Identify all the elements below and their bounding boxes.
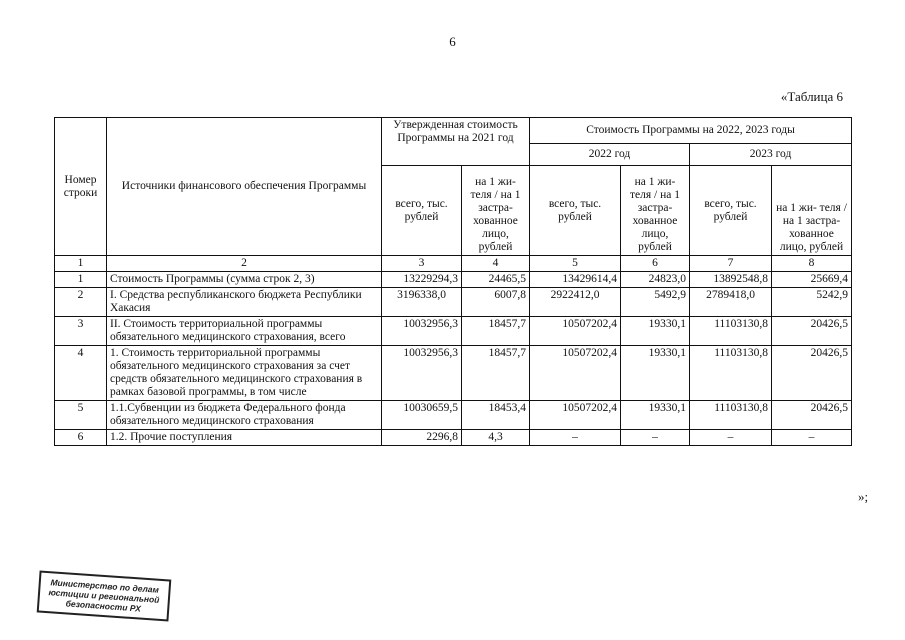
table-row (55, 288, 852, 317)
ministry-stamp: Министерство по делам юстиции и региональной безопасности РХ (37, 570, 172, 621)
cell-total-2022: 10507202,4 (530, 346, 621, 401)
header-year-2023: 2023 год (690, 144, 852, 166)
table-row (55, 317, 852, 346)
row-number: 2 (55, 288, 107, 317)
cell-per-person-2022: 19330,1 (621, 346, 690, 401)
cell-total-2021: 10030659,5 (382, 401, 462, 430)
header-year-2022: 2022 год (530, 144, 690, 166)
row-name: Стоимость Программы (сумма строк 2, 3) (107, 272, 382, 288)
row-name: II. Стоимость территориальной программы обязательного медицинского страхования, всего (107, 317, 382, 346)
table-row (55, 272, 852, 288)
cell-per-person-2022: 19330,1 (621, 317, 690, 346)
cell-total-2022: 10507202,4 (530, 317, 621, 346)
header-total-2021: всего, тыс. рублей (382, 166, 462, 256)
header-per-person-2022: на 1 жи- теля / на 1 застра- хованное лицо, рублей (621, 166, 690, 256)
header-per-person-2023: на 1 жи- теля / на 1 застра- хованное лицо, рублей (772, 166, 852, 256)
cell-per-person-2022: 19330,1 (621, 401, 690, 430)
header-total-2022: всего, тыс. рублей (530, 166, 621, 256)
column-number: 5 (530, 256, 621, 272)
cell-per-person-2023: 5242,9 (772, 288, 852, 317)
cell-per-person-2021: 4,3 (462, 430, 530, 446)
cell-per-person-2021: 18457,7 (462, 317, 530, 346)
cell-total-2021: 13229294,3 (382, 272, 462, 288)
row-number: 5 (55, 401, 107, 430)
cell-total-2022: – (530, 430, 621, 446)
closing-quote: »; (858, 489, 869, 504)
cell-per-person-2022: 5492,9 (621, 288, 690, 317)
cell-total-2022: 13429614,4 (530, 272, 621, 288)
table-row (55, 401, 852, 430)
row-name: 1.1.Субвенции из бюджета Федерального фонда обязательного медицинского страхования (107, 401, 382, 430)
cell-per-person-2022: 24823,0 (621, 272, 690, 288)
cell-per-person-2021: 18457,7 (462, 346, 530, 401)
cell-total-2021: 10032956,3 (382, 346, 462, 401)
row-name: 1.2. Прочие поступления (107, 430, 382, 446)
cell-total-2022: 2922412,0 (530, 288, 621, 317)
cell-total-2023: 11103130,8 (690, 401, 772, 430)
column-number: 3 (382, 256, 462, 272)
cell-total-2022: 10507202,4 (530, 401, 621, 430)
table-label: «Таблица 6 (780, 89, 843, 104)
column-number: 8 (772, 256, 852, 272)
row-number: 4 (55, 346, 107, 401)
financing-table (54, 117, 852, 446)
row-number: 3 (55, 317, 107, 346)
cell-total-2023: 11103130,8 (690, 346, 772, 401)
cell-per-person-2023: 20426,5 (772, 317, 852, 346)
cell-per-person-2021: 24465,5 (462, 272, 530, 288)
cell-per-person-2021: 18453,4 (462, 401, 530, 430)
header-sources: Источники финансового обеспечения Программы (107, 118, 382, 256)
row-name: 1. Стоимость территориальной программы обязательного медицинского страхования за счет средств обязательного медицинского страхования в рамках базовой программы, в том числе (107, 346, 382, 401)
cell-total-2023: 2789418,0 (690, 288, 772, 317)
row-number: 6 (55, 430, 107, 446)
cell-per-person-2022: – (621, 430, 690, 446)
table-row (55, 346, 852, 401)
header-per-person-2021: на 1 жи- теля / на 1 застра- хованное лицо, рублей (462, 166, 530, 256)
header-row-number: Номер строки (55, 118, 107, 256)
cell-total-2021: 2296,8 (382, 430, 462, 446)
cell-total-2023: – (690, 430, 772, 446)
column-number: 2 (107, 256, 382, 272)
column-number: 6 (621, 256, 690, 272)
cell-per-person-2021: 6007,8 (462, 288, 530, 317)
header-total-2023: всего, тыс. рублей (690, 166, 772, 256)
cell-total-2023: 13892548,8 (690, 272, 772, 288)
row-name: I. Средства республиканского бюджета Республики Хакасия (107, 288, 382, 317)
cell-total-2021: 10032956,3 (382, 317, 462, 346)
column-number-row (55, 256, 852, 272)
header-cost-2022-2023: Стоимость Программы на 2022, 2023 годы (530, 118, 852, 144)
table-row (55, 430, 852, 446)
column-number: 1 (55, 256, 107, 272)
column-number: 7 (690, 256, 772, 272)
column-number: 4 (462, 256, 530, 272)
cell-per-person-2023: – (772, 430, 852, 446)
page-number: 6 (449, 34, 456, 49)
cell-per-person-2023: 20426,5 (772, 346, 852, 401)
cell-total-2021: 3196338,0 (382, 288, 462, 317)
header-approved-2021: Утвержденная стоимость Программы на 2021 год (382, 118, 530, 166)
cell-per-person-2023: 25669,4 (772, 272, 852, 288)
cell-per-person-2023: 20426,5 (772, 401, 852, 430)
row-number: 1 (55, 272, 107, 288)
cell-total-2023: 11103130,8 (690, 317, 772, 346)
